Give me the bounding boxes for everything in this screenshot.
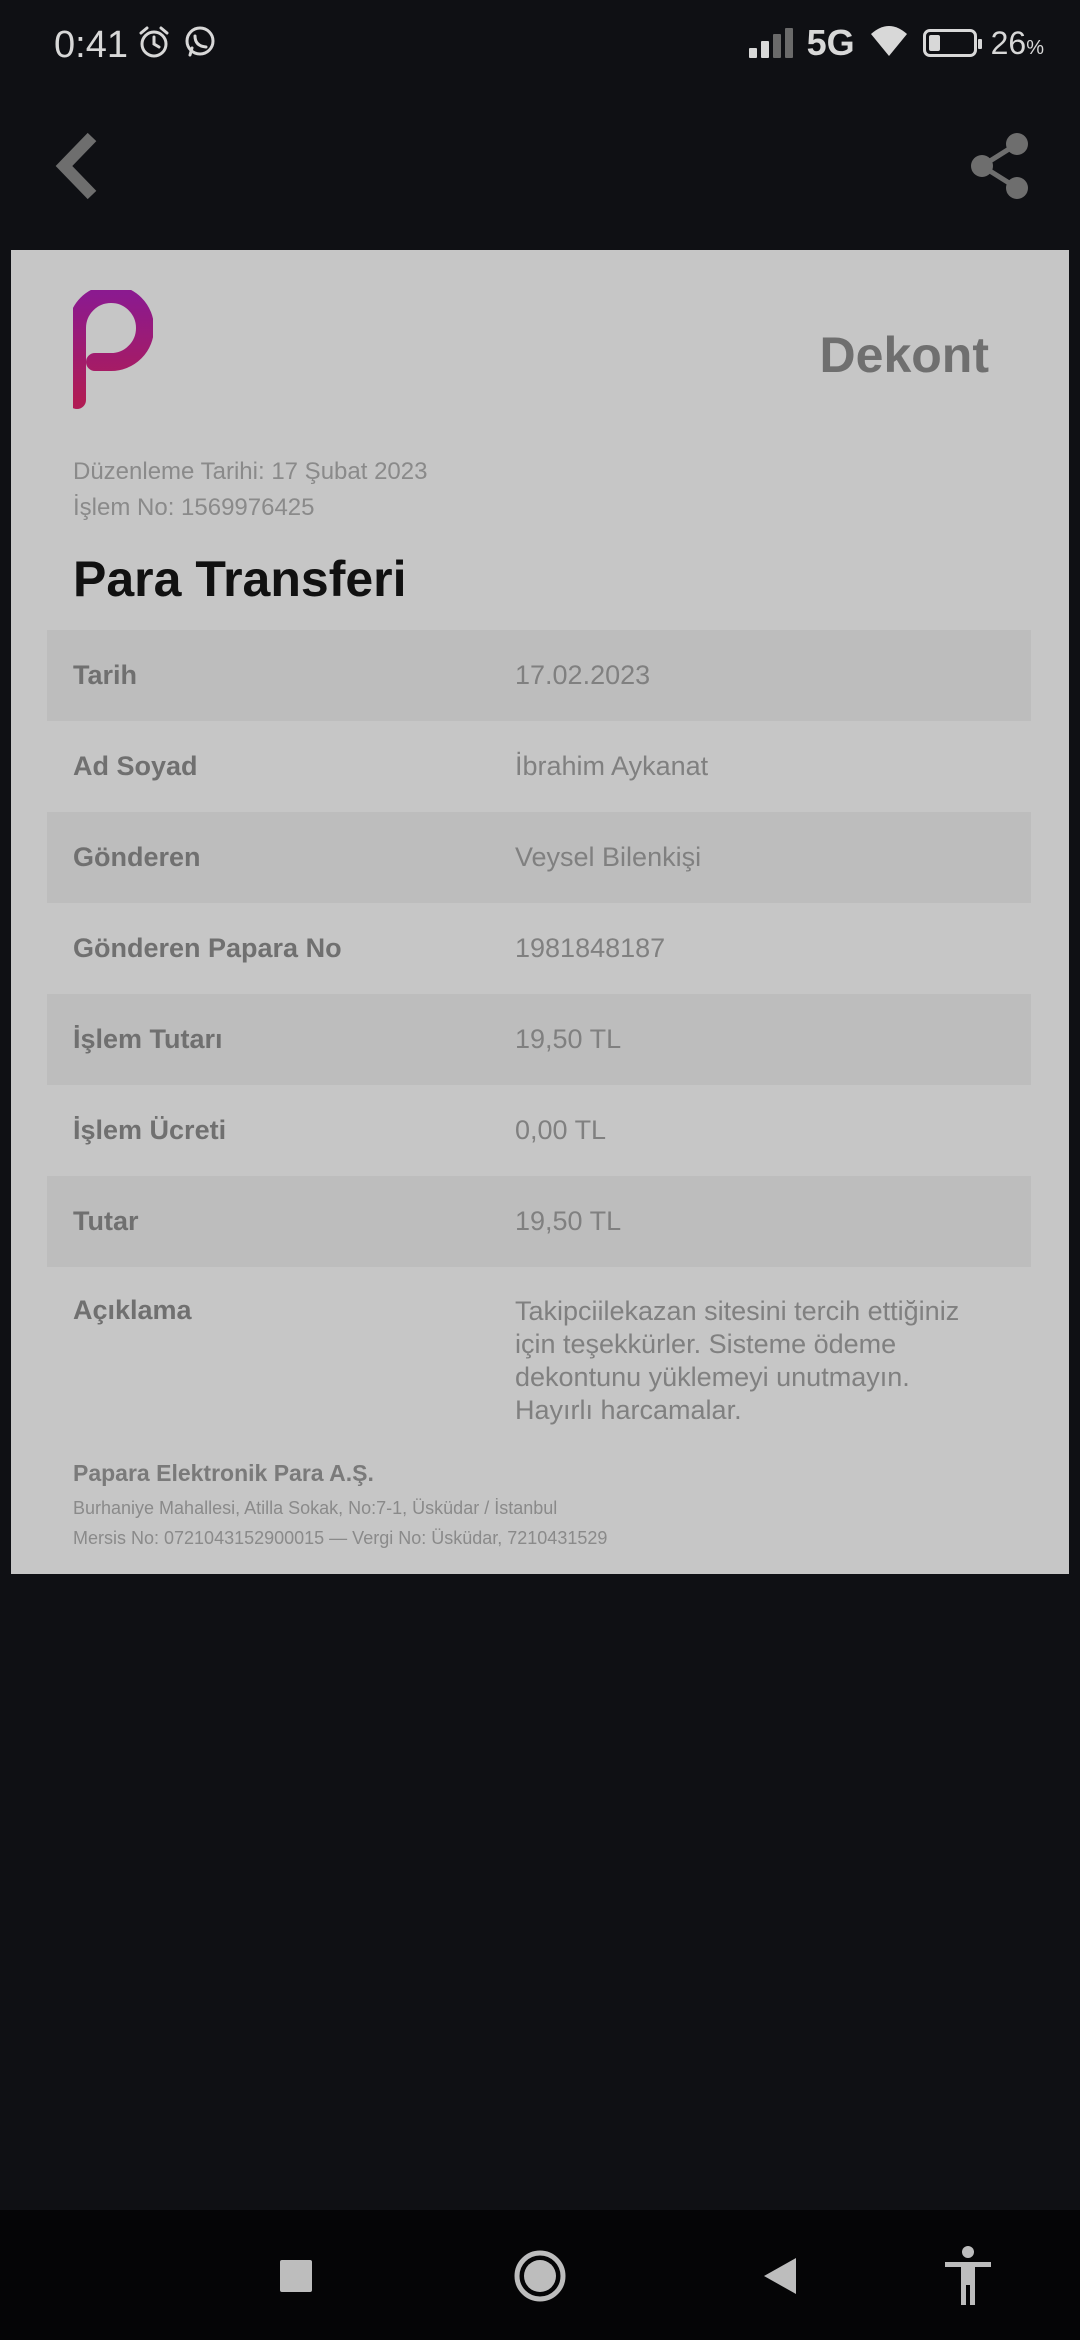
- back-triangle-icon: [758, 2254, 802, 2298]
- battery-level: [929, 35, 940, 51]
- receipt-footer: [73, 1460, 1013, 1553]
- company-registry: Mersis No: 0721043152900015 — Vergi No: Üsküdar, 7210431529: [73, 1528, 608, 1548]
- row-label: Gönderen: [73, 842, 201, 872]
- row-label: İşlem Tutarı: [73, 1024, 223, 1054]
- table-row: [47, 1085, 1031, 1176]
- recents-button[interactable]: [256, 2236, 336, 2316]
- table-row: [47, 812, 1031, 903]
- network-type: 5G: [806, 22, 855, 63]
- table-row: [47, 721, 1031, 812]
- row-label: Gönderen Papara No: [73, 933, 342, 963]
- row-value: Veysel Bilenkişi: [515, 842, 702, 872]
- status-bar: [0, 0, 1080, 96]
- receipt-document: [11, 250, 1069, 1574]
- table-row: [47, 994, 1031, 1085]
- table-row: [47, 1176, 1031, 1267]
- home-circle-icon: [512, 2248, 568, 2304]
- row-label: Tarih: [73, 660, 138, 690]
- table-row: [47, 903, 1031, 994]
- row-label: Açıklama: [73, 1295, 192, 1325]
- system-navigation-bar: [0, 2210, 1080, 2340]
- table-row: [47, 630, 1031, 721]
- company-name: Papara Elektronik Para A.Ş.: [73, 1460, 374, 1486]
- row-value: 19,50 TL: [515, 1024, 622, 1054]
- table-row: [47, 1267, 1031, 1441]
- nav-back-button[interactable]: [740, 2236, 820, 2316]
- whatsapp-icon: [182, 24, 218, 65]
- row-value: 17.02.2023: [515, 660, 651, 690]
- chevron-left-icon: [54, 131, 104, 201]
- transaction-number: İşlem No: 1569976425: [73, 494, 315, 521]
- company-address: Burhaniye Mahallesi, Atilla Sokak, No:7-1, Üsküdar / İstanbul: [73, 1498, 558, 1518]
- status-notification-icons: [136, 24, 218, 65]
- battery-icon: [923, 29, 977, 57]
- receipt-details-table: [47, 630, 1031, 1441]
- papara-logo: [73, 290, 153, 410]
- issue-date: Düzenleme Tarihi: 17 Şubat 2023: [73, 458, 428, 485]
- share-icon: [967, 131, 1033, 201]
- row-label: Ad Soyad: [73, 751, 198, 781]
- signal-icon: [749, 28, 793, 58]
- battery-percent: 26%: [990, 24, 1044, 61]
- row-label: İşlem Ücreti: [73, 1115, 227, 1145]
- home-button[interactable]: [500, 2236, 580, 2316]
- accessibility-icon: [942, 2245, 994, 2307]
- alarm-icon: [136, 24, 172, 65]
- document-type-title: Dekont: [819, 327, 989, 383]
- row-value: Takipciilekazan sitesini tercih ettiğiniz için teşekkürler. Sisteme ödeme dekontunu yüklemeyi unutmayın. Hayırlı harcamalar.: [515, 1296, 960, 1425]
- row-value: İbrahim Aykanat: [515, 751, 709, 781]
- accessibility-button[interactable]: [928, 2236, 1008, 2316]
- row-value: 19,50 TL: [515, 1206, 622, 1236]
- share-button[interactable]: [960, 116, 1040, 216]
- app-header: [0, 96, 1080, 250]
- row-value: 0,00 TL: [515, 1115, 607, 1145]
- transaction-title: Para Transferi: [73, 551, 407, 607]
- recents-square-icon: [276, 2256, 316, 2296]
- status-system-icons: [749, 22, 1044, 64]
- wifi-icon: [869, 24, 909, 63]
- receipt-meta: [73, 454, 427, 526]
- status-time: 0:41: [54, 24, 128, 66]
- row-label: Tutar: [73, 1206, 139, 1236]
- back-button[interactable]: [44, 116, 114, 216]
- row-value: 1981848187: [515, 933, 666, 963]
